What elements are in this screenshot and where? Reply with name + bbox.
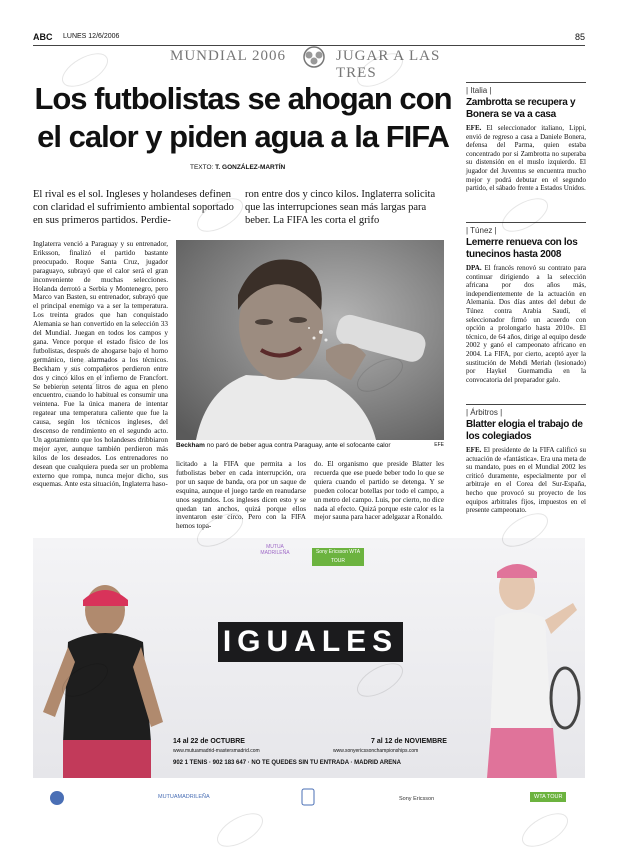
section-title: MUNDIAL 2006	[170, 48, 287, 64]
photo-caption	[176, 442, 444, 449]
ad-date-november: 7 al 12 de NOVIEMBRE	[371, 738, 447, 745]
female-tennis-player-icon	[465, 548, 585, 778]
brief-text	[466, 264, 586, 384]
footer-logo-mutua: MUTUAMADRILEÑA	[158, 794, 210, 800]
caption-text: no paró de beber agua contra Paraguay, ante el sofocante calor	[206, 442, 391, 449]
sony-ericsson-badge: Sony Ericsson WTA TOUR	[312, 548, 364, 566]
beckham-photo	[176, 240, 444, 440]
ad-ticket-line: 902 1 TENIS · 902 183 647 · NO TE QUEDES SIN TU ENTRADA · MADRID ARENA	[173, 760, 401, 766]
byline-label: TEXTO:	[190, 164, 214, 171]
page-header	[33, 32, 585, 46]
brief-title: Lemerre renueva con los tunecinos hasta 2008	[466, 237, 578, 260]
brief-body: El francés renovó su contrato para continuar dirigiendo a la selección africana por dos años más, independientemente de la actuación en Alemania. Dos días antes del debut de Túnez contra Arabia Saudí, el seleccionador firmó un acuerdo con opción a prolongarlo hasta 2010». El técnico, de 64 años, dirige al equipo desde 2002 y ganó el campeonato africano en 2004. La FIFA, por cierto, aceptó ayer la sustitución de Mehdi Meriah (lesionado) por Haykel Guemamdia en la convocatoria del preparador galo.	[466, 264, 586, 384]
sponsor-strip	[33, 782, 585, 812]
ad-url-1[interactable]: www.mutuamadrid-mastersmadrid.com	[173, 748, 260, 754]
footer-logo-wta: WTA TOUR	[530, 792, 566, 802]
ad-url-2[interactable]: www.sonyericssonchampionships.com	[333, 748, 419, 754]
player-drinking-icon	[176, 240, 444, 440]
issue-date: LUNES 12/6/2006	[63, 33, 120, 40]
iguales-logo: IGUALES	[218, 622, 403, 662]
byline	[190, 164, 285, 171]
lead-column-2: ron entre dos y cinco kilos. Inglaterra solicita que las interrupciones sean más largas para beber. La FIFA les corta el grifo	[245, 189, 436, 226]
body-column-3: do. El organismo que preside Blatter les recuerda que ese puede beber todo lo que se quiera cuando el partido se detenga. Y se pueden colocar botellas por todo el campo, a un metro del campo. Luis, por cierto, no dice nada al efecto. Quizá porque este calor es la mejor sauna para hacer adelgazar a Ronaldo.	[314, 460, 444, 522]
body-column-1: Inglaterra venció a Paraguay y su entrenador, Eriksson, finalizó el partido bastante preocupado. Roque Santa Cruz, jugador paraguayo, subrayó que el calor será el gran inconveniente de muchas selecciones. Holanda derrotó a Serbia y Montenegro, pero Marco van Basten, su entrenador, subrayó que el principal enemigo va a ser la temperatura. Los treinta grados que han conquistado Alemania se han convertido en la selección 33 del Mundial. Juegan en todos los campos y gana. Vence porque el estado físico de los futbolistas, después de ahogarse bajo el horno germánico, tiene alarmados a los técnicos. Beckham y sus compañeros perdieron entre dos y cinco kilos en el infierno de Francfort. Se bebieron setenta litros de agua en pleno encuentro, cuando lo habitual es consumir una veintena. Fue la única manera de intentar regatear una temperatura caliente que fue la causa, según los técnicos ingleses, del descenso de rendimiento en el segundo acto. Un agotamiento que los holandeses dribbiaron mejor ayer, aunque también perdieron más kilos de los deseados. Los entrenadores no desean que cualquiera pueda ser un problema externo que rompa, nunca mejor dicho, sus esquemas. Ante esta situación, Inglaterra haso-	[33, 240, 168, 489]
section-subtitle: JUGAR A LAS TRES	[336, 48, 441, 81]
brief-category: | Túnez |	[466, 222, 586, 235]
brief-agency: EFE.	[466, 124, 482, 132]
ad-date-october: 14 al 22 de OCTUBRE	[173, 738, 245, 745]
section-banner	[170, 46, 470, 81]
brief-category: | Italia |	[466, 82, 586, 95]
brief-category: | Árbitros |	[466, 404, 586, 417]
world-cup-emblem-icon	[298, 46, 330, 68]
headline: Los futbolistas se ahogan con el calor y piden agua a la FIFA	[34, 81, 452, 154]
brief-tunez	[466, 222, 586, 384]
page-number: 85	[574, 32, 585, 42]
brief-italia	[466, 82, 586, 193]
lead-column-1: El rival es el sol. Ingleses y holandeses definen con claridad el sufrimiento ambiental soportado en sus primeros partidos. Perdie-	[33, 189, 234, 226]
mutua-madrilena-logo: MUTUA MADRILEÑA	[260, 544, 290, 556]
newspaper-logo: ABC	[33, 32, 53, 42]
male-tennis-player-icon	[33, 562, 183, 778]
tennis-advertisement[interactable]	[33, 538, 585, 778]
madrid-crest-icon	[301, 788, 315, 806]
brief-text	[466, 124, 586, 193]
wta-emblem-icon	[47, 790, 67, 806]
body-column-2: licitado a la FIFA que permita a los futbolistas beber en cada interrupción, ora por un saque de banda, ora por un saque de esquina, aunque el juego tarde en reanudarse unos segundos. Los ingleses dicen esto y se quedan tan anchos, quizá porque ellos inventaron este circo. Pero con la FIFA hemos topa-	[176, 460, 306, 531]
byline-author: T. GONZÁLEZ-MARTÍN	[215, 164, 286, 171]
footer-logo-sony: Sony Ericsson	[399, 796, 435, 802]
brief-body: El presidente de la FIFA calificó su actuación de «fantástica». Era una meta de su mandato, pues en el Mundial 2002 les criticó duramente, especialmente por el arbitraje en el Corea del Sur-España, hecho que provocó su proyecto de los equipos arbitrales fijos, impuestos en el presente campeonato.	[466, 446, 586, 515]
brief-title: Blatter elogia el trabajo de los colegiados	[466, 419, 583, 442]
brief-agency: EFE.	[466, 446, 482, 454]
photo-credit: EFE	[434, 442, 444, 448]
brief-title: Zambrotta se recupera y Bonera se va a casa	[466, 97, 576, 120]
brief-agency: DPA.	[466, 264, 482, 272]
brief-arbitros	[466, 404, 586, 515]
brief-text	[466, 446, 586, 515]
brief-body: El seleccionador italiano, Lippi, envió de regreso a casa a Daniele Bonera, defensa del Parma, quien estaba concentrado por si Zambrotta no superaba su distensión en el muslo izquierdo. El jugador del Juventus se encuentra mucho mejor y podrá debutar en el segundo partido, el sábado frente a Estados Unidos.	[466, 124, 587, 193]
lead-paragraph	[33, 188, 443, 230]
caption-name: Beckham	[176, 442, 205, 449]
